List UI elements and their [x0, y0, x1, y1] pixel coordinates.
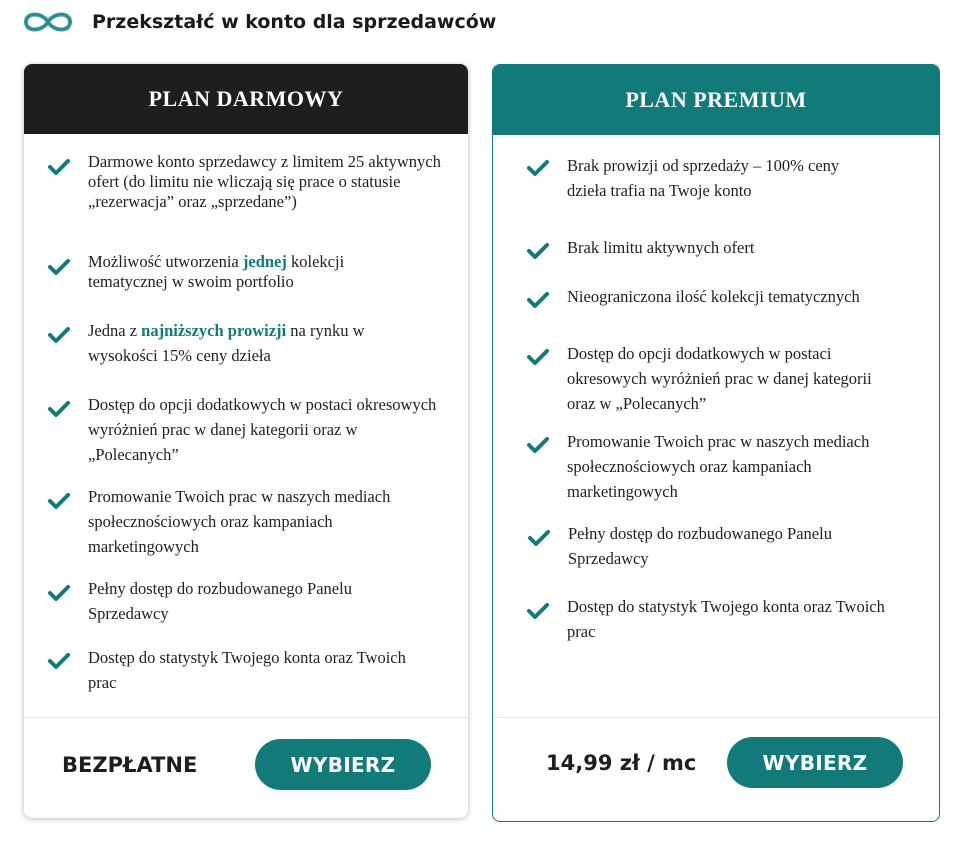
page-title: Przekształć w konto dla sprzedawców [92, 11, 497, 33]
highlight-text: najniższych prowizji [141, 321, 287, 340]
checkmark-icon [527, 242, 549, 260]
feature-text: Pełny dostęp do rozbudowanego Panelu Sprzedawcy [88, 579, 352, 623]
feature-text: Dostęp do statystyk Twojego konta oraz Twoich prac [567, 597, 885, 641]
card-divider [24, 717, 468, 718]
checkmark-icon [48, 652, 70, 670]
checkmark-icon [527, 291, 549, 309]
select-free-plan-button[interactable]: WYBIERZ [255, 739, 431, 790]
feature-text: Brak prowizji od sprzedaży – 100% ceny dzieła trafia na Twoje konto [567, 156, 840, 200]
checkmark-icon [528, 529, 550, 547]
feature-text: Promowanie Twoich prac w naszych mediach społecznościowych oraz kampaniach marketingowych [567, 432, 870, 501]
plan-title-free: PLAN DARMOWY [24, 64, 468, 134]
plan-card-free [24, 64, 468, 818]
plan-price-premium: 14,99 zł / mc [546, 751, 697, 775]
checkmark-icon [527, 348, 549, 366]
feature-text: Darmowe konto sprzedawcy z limitem 25 aktywnych ofert (do limitu nie wliczają się prace o statusie „rezerwacja” oraz „sprzedane”) [88, 152, 441, 211]
feature-text: Możliwość utworzenia jednej kolekcji tematycznej w swoim portfolio [88, 252, 345, 291]
feature-text: Jedna z najniższych prowizji na rynku w wysokości 15% ceny dzieła [88, 321, 365, 365]
highlight-text: jednej [242, 252, 287, 271]
plan-title-premium: PLAN PREMIUM [493, 65, 939, 135]
feature-text: Brak limitu aktywnych ofert [567, 238, 755, 257]
checkmark-icon [527, 159, 549, 177]
plan-card-premium [492, 64, 940, 822]
checkmark-icon [527, 436, 549, 454]
checkmark-icon [48, 326, 70, 344]
feature-text: Dostęp do statystyk Twojego konta oraz Twoich prac [88, 648, 406, 692]
feature-text: Pełny dostęp do rozbudowanego Panelu Sprzedawcy [568, 524, 832, 568]
checkmark-icon [48, 584, 70, 602]
infinity-icon [22, 8, 74, 36]
card-divider [493, 717, 939, 718]
feature-text: Nieograniczona ilość kolekcji tematycznych [567, 287, 860, 306]
checkmark-icon [48, 158, 70, 176]
feature-text: Promowanie Twoich prac w naszych mediach społecznościowych oraz kampaniach marketingowych [88, 487, 391, 556]
page-header [22, 6, 496, 38]
feature-text: Dostęp do opcji dodatkowych w postaci okresowych wyróżnień prac w danej kategorii oraz w „Polecanych” [88, 395, 437, 464]
feature-text: Dostęp do opcji dodatkowych w postaci okresowych wyróżnień prac w danej kategorii oraz w „Polecanych” [567, 344, 872, 413]
plan-price-free: BEZPŁATNE [62, 753, 198, 777]
checkmark-icon [527, 602, 549, 620]
select-premium-plan-button[interactable]: WYBIERZ [727, 737, 903, 788]
checkmark-icon [48, 492, 70, 510]
checkmark-icon [48, 258, 70, 276]
checkmark-icon [48, 400, 70, 418]
